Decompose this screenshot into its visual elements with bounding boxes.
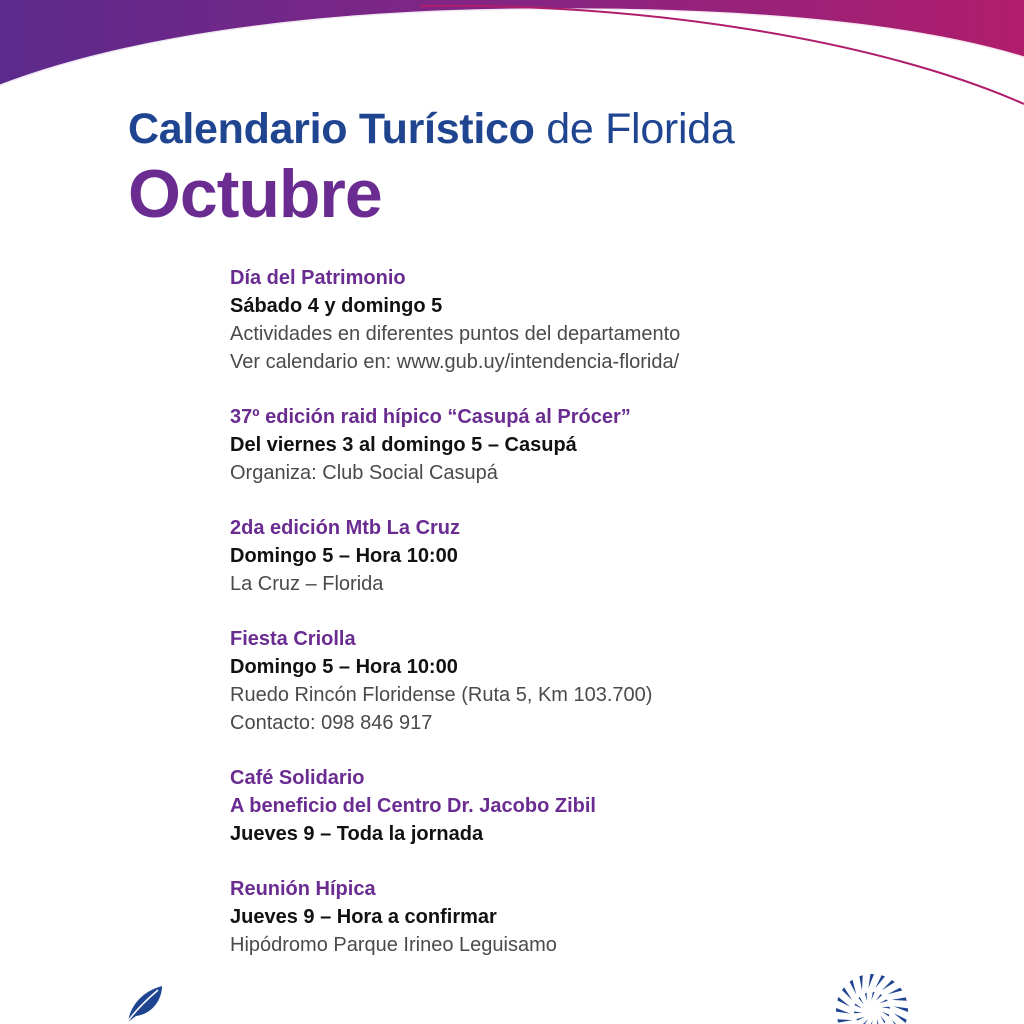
leaf-icon <box>122 982 168 1024</box>
sun-ray <box>892 997 907 1000</box>
event-detail: Hipódromo Parque Irineo Leguisamo <box>230 934 557 956</box>
event-name: Fiesta Criolla <box>230 628 356 650</box>
sun-ray <box>875 975 885 988</box>
event-item <box>230 764 990 848</box>
event-item <box>230 403 990 487</box>
event-list <box>230 264 990 986</box>
sun-ray <box>859 997 864 1005</box>
title-bold: Calendario Turístico <box>128 105 535 153</box>
sun-ray <box>882 1007 890 1009</box>
sun-ray <box>850 980 857 995</box>
month-heading: Octubre <box>128 156 382 232</box>
sun-ray <box>868 974 874 988</box>
sun-ray <box>876 994 882 1001</box>
event-name: Día del Patrimonio <box>230 267 406 289</box>
sun-ray <box>877 1019 879 1024</box>
sun-ray <box>837 997 850 1007</box>
sun-ray <box>894 1006 908 1012</box>
event-date: Domingo 5 – Hora 10:00 <box>230 545 458 567</box>
sun-ray <box>856 1017 864 1021</box>
sun-ray <box>882 1012 889 1017</box>
event-detail: Organiza: Club Social Casupá <box>230 462 498 484</box>
sun-ray <box>859 975 862 990</box>
event-item <box>230 264 990 376</box>
event-subtitle: A beneficio del Centro Dr. Jacobo Zibil <box>230 795 596 817</box>
sun-ray <box>894 1013 907 1023</box>
page-title <box>128 100 734 158</box>
sun-ray <box>862 1019 868 1024</box>
header <box>128 100 734 232</box>
sun-ray <box>855 1004 862 1009</box>
sun-ray <box>882 980 895 990</box>
event-date: Jueves 9 – Hora a confirmar <box>230 906 497 928</box>
sun-ray <box>842 987 852 1000</box>
event-detail: Contacto: 098 846 917 <box>230 712 433 734</box>
event-date: Jueves 9 – Toda la jornada <box>230 823 484 845</box>
event-name: 2da edición Mtb La Cruz <box>230 517 461 539</box>
event-date: Del viernes 3 al domingo 5 – Casupá <box>230 434 577 456</box>
event-date: Domingo 5 – Hora 10:00 <box>230 656 458 678</box>
sun-ray <box>887 988 902 995</box>
sun-logo-icon <box>832 966 912 1024</box>
sun-ray <box>869 1020 872 1024</box>
sun-ray <box>892 1020 902 1024</box>
sun-ray <box>837 1019 852 1022</box>
sun-ray <box>879 999 887 1003</box>
event-detail: La Cruz – Florida <box>230 573 384 595</box>
event-item <box>230 625 990 737</box>
event-name: Reunión Hípica <box>230 878 376 900</box>
event-name: 37º edición raid hípico “Casupá al Prócer” <box>230 406 631 428</box>
sun-ray <box>871 992 874 1000</box>
event-name: Café Solidario <box>230 767 365 789</box>
event-detail: Ruedo Rincón Floridense (Ruta 5, Km 103.700) <box>230 684 653 706</box>
event-item <box>230 514 990 598</box>
sun-ray <box>865 993 867 1002</box>
sun-ray <box>836 1008 850 1014</box>
event-detail: Actividades en diferentes puntos del departamento <box>230 323 681 345</box>
title-rest: de Florida <box>546 105 735 153</box>
sun-ray <box>880 1016 885 1024</box>
event-date: Sábado 4 y domingo 5 <box>230 295 443 317</box>
event-item <box>230 875 990 959</box>
sun-ray <box>854 1011 862 1013</box>
event-detail: Ver calendario en: www.gub.uy/intendencia-florida/ <box>230 351 680 373</box>
